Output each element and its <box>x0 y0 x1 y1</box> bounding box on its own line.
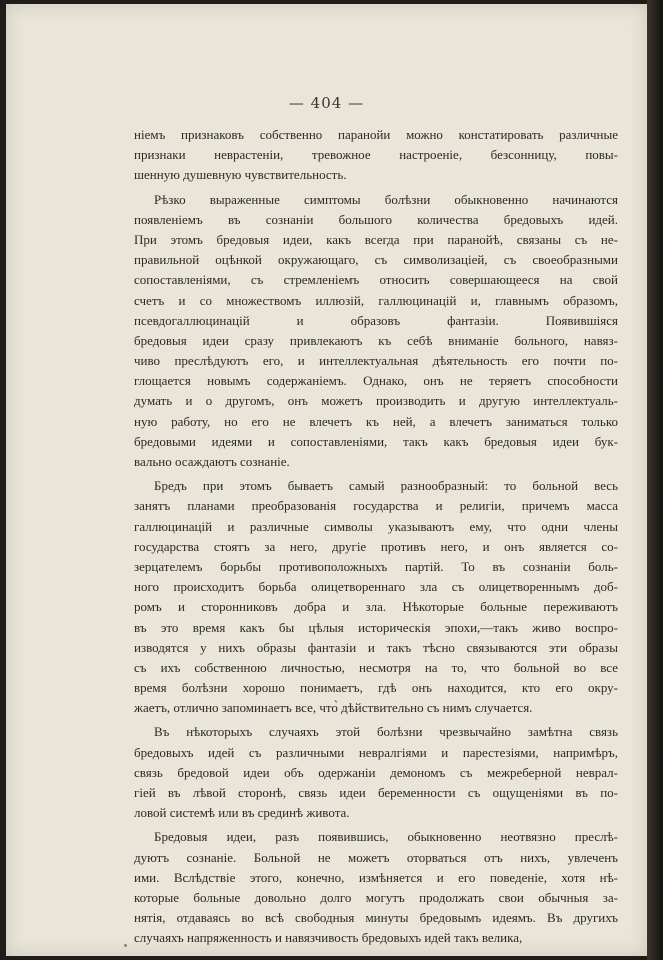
page-number: — 404 — <box>288 94 365 112</box>
text-line: псевдогаллюцинацій и образовъ фантазіи. Появившіяся <box>134 312 618 328</box>
text-line: Бредъ при этомъ бываетъ самый разнообразный: то больной весь <box>154 478 618 494</box>
text-line: занятъ планами преобразованія государства и религіи, причемъ масса <box>134 498 618 514</box>
text-line: бредовыми идеями и сопоставленіями, такъ какъ бредовыя идеи бук- <box>134 433 618 449</box>
text-line: правильной оцѣнкой окружающаго, съ символизаціей, съ своеобразными <box>134 252 618 268</box>
text-line: въ это время какъ бы цѣлыя историческія эпохи,—такъ живо воспро- <box>134 619 618 635</box>
text-line: государства стоятъ за него, другіе противъ него, и онъ является со- <box>134 538 618 554</box>
text-line: бредовыя идеи сразу привлекаютъ къ себѣ вниманіе больного, навяз- <box>134 332 618 348</box>
text-line: Бредовыя идеи, разъ появившись, обыкновенно неотвязно преслѣ- <box>154 829 618 845</box>
text-line: При этомъ бредовыя идеи, какъ всегда при паранойѣ, связаны съ не- <box>134 231 618 247</box>
text-line: ими. Вслѣдствіе этого, конечно, измѣняется и его поведеніе, хотя нѣ- <box>134 869 618 885</box>
text-line: время болѣзни хорошо понимаетъ, гдѣ онъ находится, кто его окру- <box>134 680 618 696</box>
text-line: съ ихъ собственною личностью, несмотря на то, что больной во все <box>134 659 618 675</box>
text-line: галлюцинацій и различные символы указываютъ ему, что одни члены <box>134 518 618 534</box>
text-line: ніемъ признаковъ собственно паранойи можно констатировать различные <box>134 127 618 142</box>
text-line: счетъ и со множествомъ иллюзій, галлюцинацій и, главнымъ образомъ, <box>134 292 618 308</box>
text-line: нятія, отдаваясь во всѣ свободныя минуты бредовымъ идеямъ. Въ другихъ <box>134 910 618 926</box>
text-line: связь бредовой идеи объ одержаніи демономъ съ межреберной неврал- <box>134 764 618 780</box>
text-line: зерцателемъ борьбы противоположныхъ партій. То въ сознаніи боль- <box>134 558 618 574</box>
text-line: гіей въ лѣвой сторонѣ, связь идеи беременности съ ощущеніями въ по- <box>134 785 618 800</box>
book-spine-edge <box>647 0 663 960</box>
text-line: думать и о другомъ, онъ можетъ производить и другую интеллектуаль- <box>134 393 618 409</box>
text-line: вально осаждаютъ сознаніе. <box>134 454 290 469</box>
text-line: дуютъ сознаніе. Больной не можетъ оторваться отъ нихъ, увлеченъ <box>134 849 618 865</box>
paragraph <box>134 476 618 718</box>
text-line: ромъ и сторонниковъ добра и зла. Нѣкоторые больные переживаютъ <box>134 599 618 615</box>
body-text <box>134 125 618 949</box>
text-line: Въ нѣкоторыхъ случаяхъ этой болѣзни чрезвычайно замѣтна связь <box>154 724 618 740</box>
paper-speck <box>124 944 127 947</box>
text-line: ную работу, но его не влечетъ къ ней, а влечетъ заниматься только <box>134 413 618 429</box>
text-line: жаетъ, отлично запоминаетъ все, что̀ дѣйствительно съ нимъ случается. <box>134 700 533 716</box>
text-line: шенную душевную чувствительность. <box>134 167 347 183</box>
text-line: ного происходитъ борьба олицетвореннаго зла съ олицетвореннымъ доб- <box>134 579 618 595</box>
text-line: изводятся у нихъ образы фантазіи и такъ тѣсно связываются эти образы <box>134 639 618 655</box>
paragraph <box>134 190 618 473</box>
text-line: чиво преслѣдуютъ его, и интеллектуальная дѣятельность его почти по- <box>134 353 618 369</box>
paragraph <box>134 722 618 823</box>
text-line: признаки неврастеніи, тревожное настроеніе, безсонницу, повы- <box>134 147 618 163</box>
text-line: ловой системѣ или въ срединѣ живота. <box>134 805 350 821</box>
text-line: случаяхъ напряженность и навязчивость бредовыхъ идей такъ велика, <box>134 930 523 946</box>
text-line: появленіемъ въ сознаніи большого количества бредовыхъ идей. <box>134 211 618 227</box>
book-page <box>6 4 647 956</box>
text-line: которые больные довольно долго могутъ продолжать свои обычныя за- <box>134 889 618 905</box>
text-line: сопоставленіями, съ стремленіемъ относить совершающееся на свой <box>134 272 618 288</box>
paragraph <box>134 827 618 948</box>
text-line: глощается новымъ содержаніемъ. Однако, онъ не теряетъ способности <box>134 373 618 389</box>
text-line: бредовыхъ идей съ различными невралгіями и парестезіями, напримѣръ, <box>134 744 618 760</box>
paragraph <box>134 125 618 186</box>
text-line: Рѣзко выраженные симптомы болѣзни обыкновенно начинаются <box>154 191 618 207</box>
